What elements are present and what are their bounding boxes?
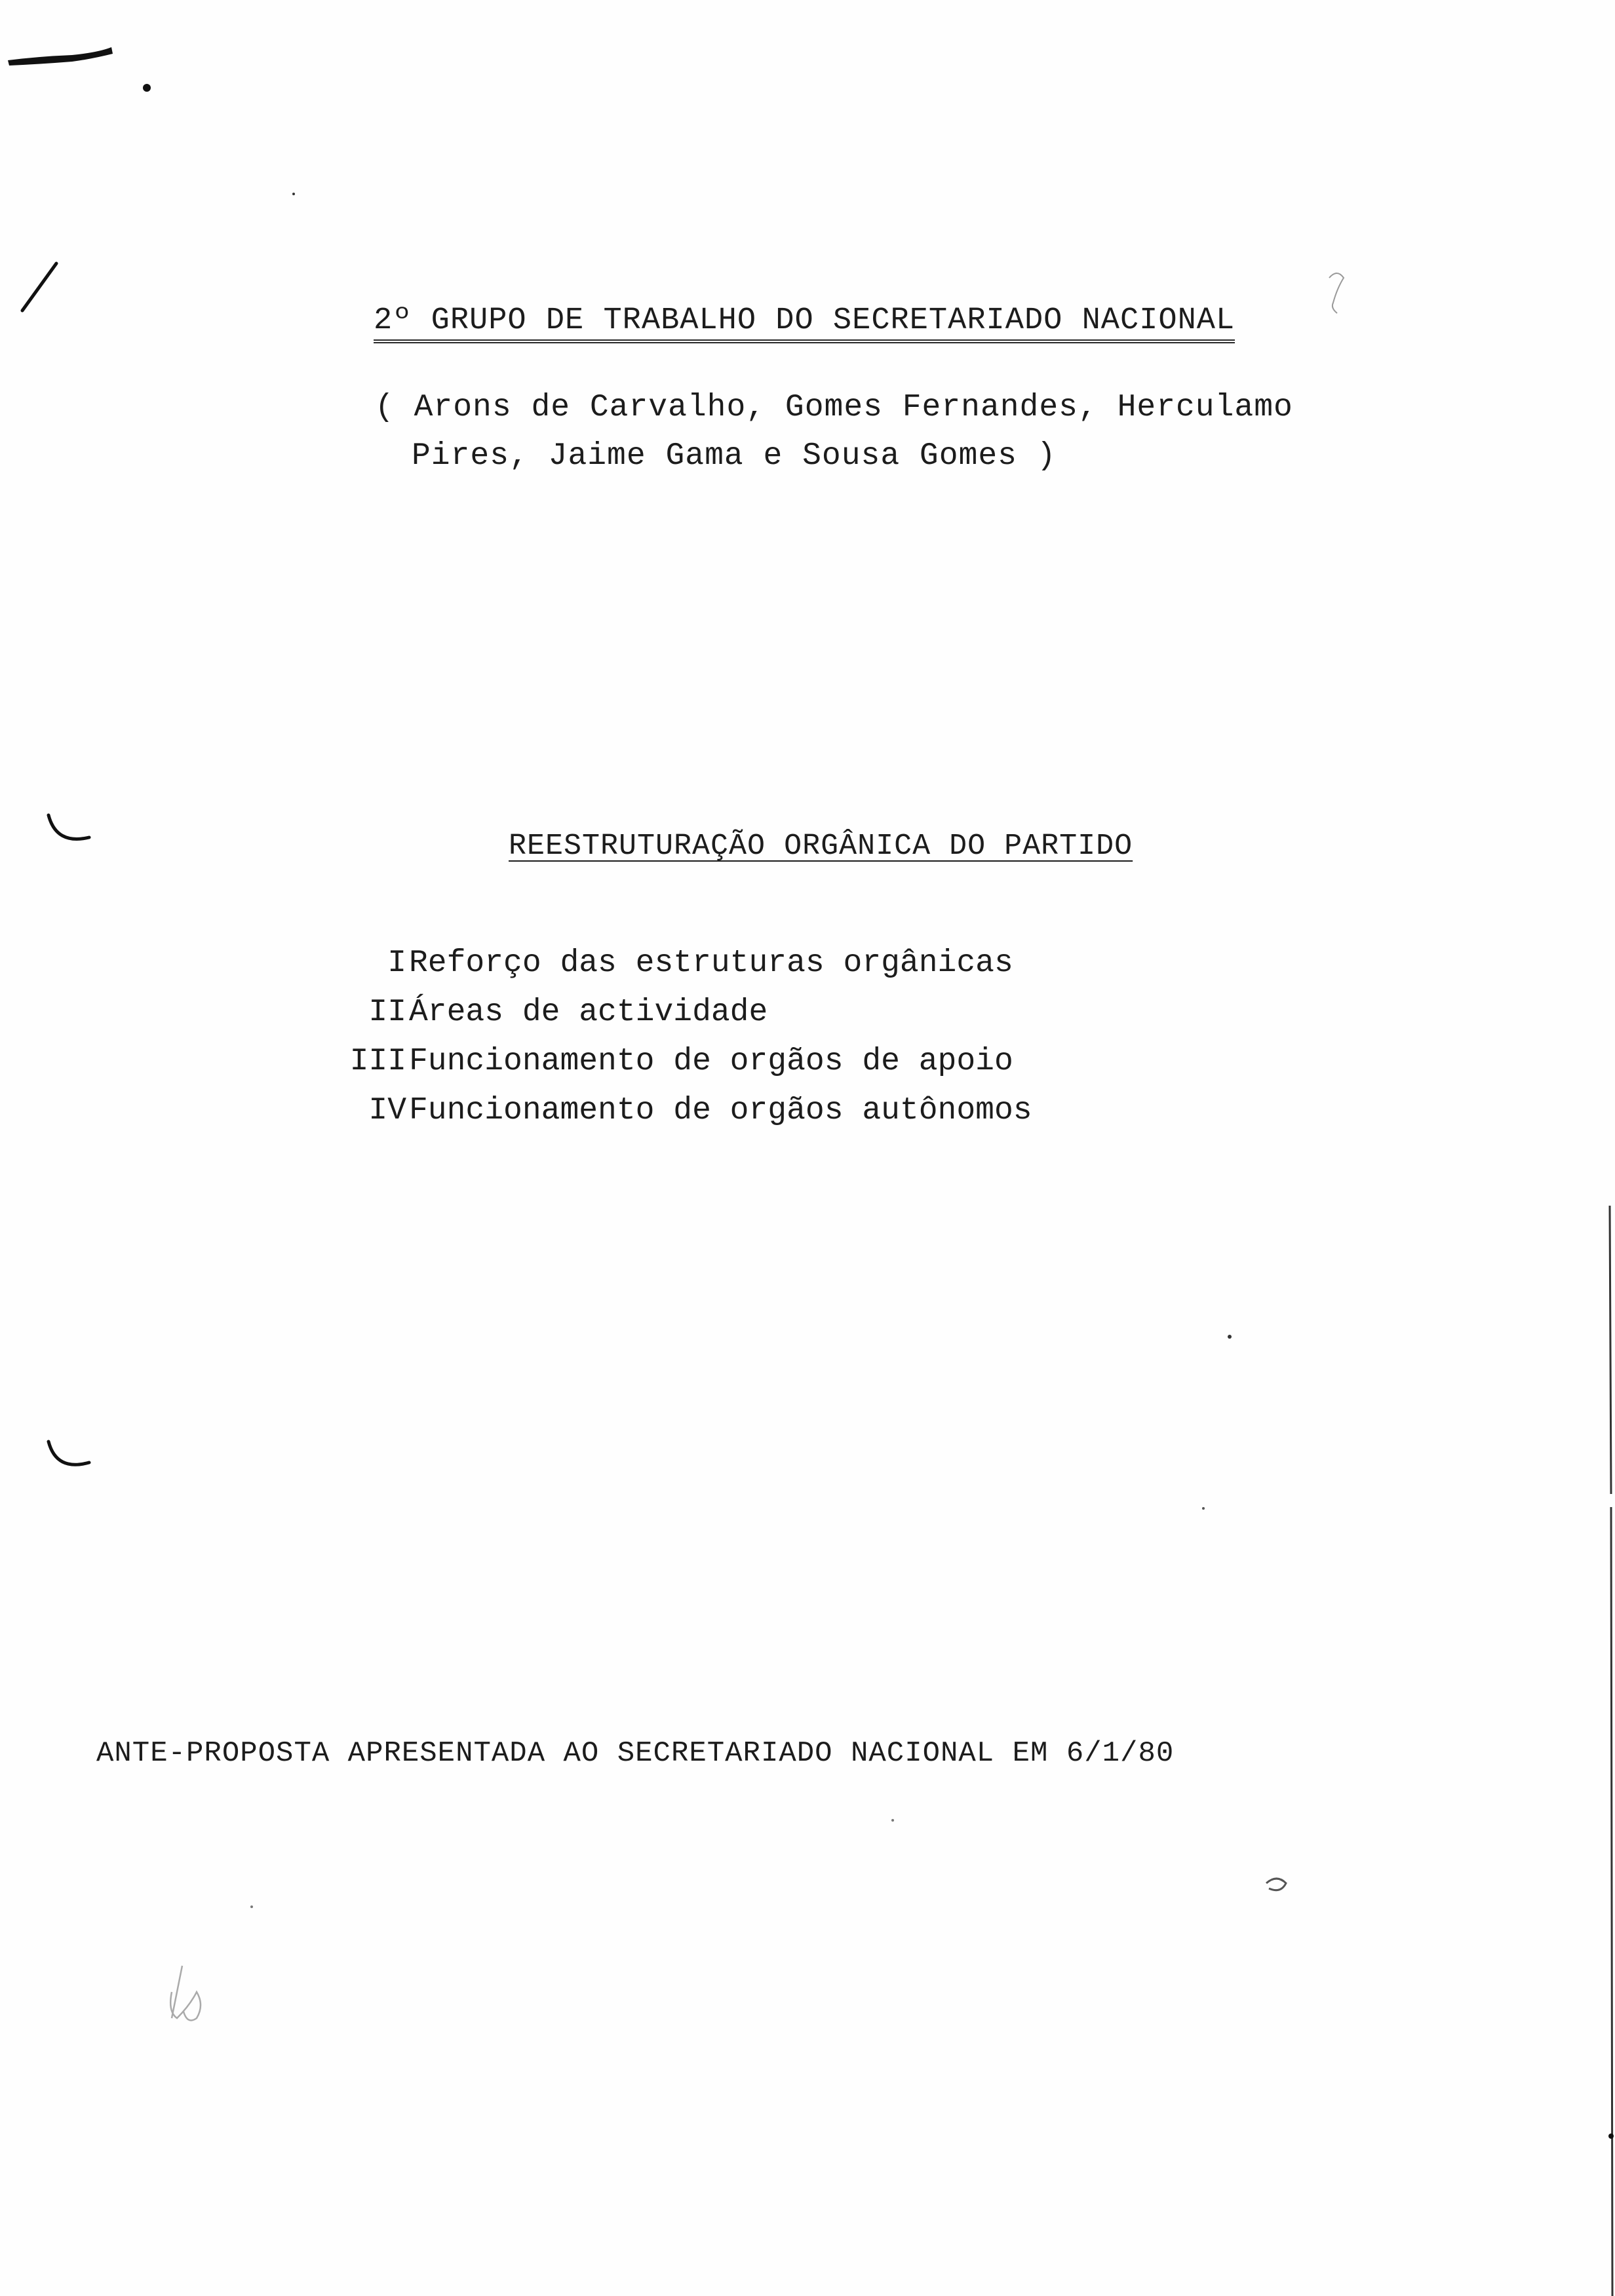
item-number: II bbox=[368, 995, 406, 1030]
list-item bbox=[328, 944, 1114, 993]
item-text: Reforço das estruturas orgânicas bbox=[409, 946, 1013, 981]
list-item bbox=[328, 1042, 1114, 1091]
binder-curve-mark bbox=[49, 1442, 89, 1464]
authors-line-1: ( Arons de Carvalho, Gomes Fernandes, Herculamo bbox=[375, 390, 1293, 425]
pencil-mark bbox=[1329, 273, 1344, 313]
item-text: Funcionamento de orgãos de apoio bbox=[409, 1044, 1013, 1079]
list-item bbox=[328, 993, 1114, 1042]
ink-smear-mark bbox=[8, 47, 113, 66]
contents-list bbox=[328, 944, 1114, 1140]
item-text: Áreas de actividade bbox=[409, 995, 768, 1030]
section-title: REESTRUTURAÇÃO ORGÂNICA DO PARTIDO bbox=[509, 830, 1133, 863]
slash-mark bbox=[22, 263, 56, 311]
page-edge-line bbox=[1610, 1206, 1612, 2296]
item-number: I bbox=[387, 946, 406, 981]
footer-note: ANTE-PROPOSTA APRESENTADA AO SECRETARIADO NACIONAL EM 6/1/80 bbox=[96, 1737, 1175, 1770]
list-item bbox=[328, 1091, 1114, 1140]
binder-curve-mark bbox=[49, 815, 89, 839]
pencil-mark bbox=[170, 1966, 201, 2020]
ink-dot-mark bbox=[143, 84, 151, 92]
item-number: IV bbox=[368, 1093, 406, 1128]
authors-line-2: Pires, Jaime Gama e Sousa Gomes ) bbox=[412, 438, 1057, 474]
item-text: Funcionamento de orgãos autônomos bbox=[409, 1093, 1032, 1128]
item-number: III bbox=[349, 1044, 406, 1079]
document-heading: 2º GRUPO DE TRABALHO DO SECRETARIADO NACIONAL bbox=[374, 303, 1235, 343]
pencil-mark bbox=[1266, 1879, 1286, 1890]
